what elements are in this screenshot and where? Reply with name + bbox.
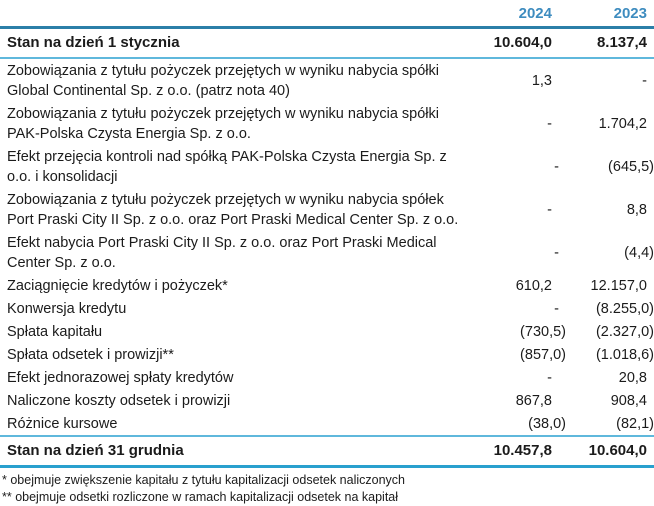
cell-value-2023: (82,1) [616,415,654,432]
cell-value-2024: - [547,369,552,386]
table-row [0,274,654,297]
cell-value-2023: 908,4 [610,392,647,409]
column-header-2023: 2023 [613,5,647,22]
row-label: Efekt przejęcia kontroli nad spółką PAK-Polska Czysta Energia Sp. z o.o. i konsolidacji [7,148,447,185]
column-header-2024: 2024 [518,5,552,22]
table-row [0,102,654,145]
cell-value-2023: 12.157,0 [590,277,647,294]
table-row [0,389,654,412]
row-label: Zaciągnięcie kredytów i pożyczek* [7,277,228,294]
table-header-row [0,0,654,29]
cell-value-2023: - [642,72,647,89]
footnote-2: ** obejmuje odsetki rozliczone w ramach kapitalizacji odsetek na kapitał [2,490,399,504]
row-label: Spłata odsetek i prowizji** [7,346,174,363]
closing-balance-row [0,435,654,468]
row-label: Konwersja kredytu [7,300,127,317]
cell-value-2024: 10.457,8 [493,442,552,459]
table-row [0,343,654,366]
cell-value-2024: 610,2 [515,277,552,294]
table-row [0,188,654,231]
table-row [0,145,654,188]
row-label: Zobowiązania z tytułu pożyczek przejętych w wyniku nabycia spółek Port Praski City II Sp. z o.o. oraz Port Praski Medical Center Sp. z o.o. [7,191,459,228]
row-label: Zobowiązania z tytułu pożyczek przejętych w wyniku nabycia spółki Global Continental Sp. z o.o. (patrz nota 40) [7,62,439,99]
cell-value-2023: (4,4) [624,244,654,261]
table-row [0,297,654,320]
cell-value-2024: - [554,300,559,317]
footnote-1: * obejmuje zwiększenie kapitału z tytułu kapitalizacji odsetek naliczonych [2,473,405,487]
row-label: Zobowiązania z tytułu pożyczek przejętych w wyniku nabycia spółki PAK-Polska Czysta Energia Sp. z o.o. [7,105,439,142]
cell-value-2023: (8.255,0) [595,300,654,317]
cell-value-2024: - [547,201,552,218]
cell-value-2023: (645,5) [608,158,654,175]
table-row [0,320,654,343]
row-label: Naliczone koszty odsetek i prowizji [7,392,231,409]
row-label: Spłata kapitału [7,323,103,340]
cell-value-2023: 8,8 [626,201,647,218]
row-label: Efekt nabycia Port Praski City II Sp. z o.o. oraz Port Praski Medical Center Sp. z o.o. [7,234,437,271]
cell-value-2024: 867,8 [515,392,552,409]
cell-value-2024: (730,5) [520,323,566,340]
row-label: Stan na dzień 31 grudnia [7,442,184,459]
table-row [0,366,654,389]
table-row [0,412,654,435]
row-label: Różnice kursowe [7,415,118,432]
opening-balance-row [0,29,654,59]
cell-value-2024: - [554,244,559,261]
cell-value-2024: 1,3 [531,72,552,89]
cell-value-2024: - [554,158,559,175]
table-row [0,59,654,102]
cell-value-2023: (2.327,0) [595,323,654,340]
cell-value-2023: (1.018,6) [595,346,654,363]
cell-value-2024: (857,0) [520,346,566,363]
cell-value-2024: - [547,115,552,132]
cell-value-2023: 8.137,4 [596,34,647,51]
cell-value-2023: 20,8 [618,369,647,386]
table-row [0,231,654,274]
row-label: Efekt jednorazowej spłaty kredytów [7,369,234,386]
cell-value-2023: 1.704,2 [598,115,647,132]
cell-value-2023: 10.604,0 [588,442,647,459]
footnotes [0,468,654,506]
cell-value-2024: (38,0) [528,415,566,432]
row-label: Stan na dzień 1 stycznia [7,34,180,51]
cell-value-2024: 10.604,0 [493,34,552,51]
